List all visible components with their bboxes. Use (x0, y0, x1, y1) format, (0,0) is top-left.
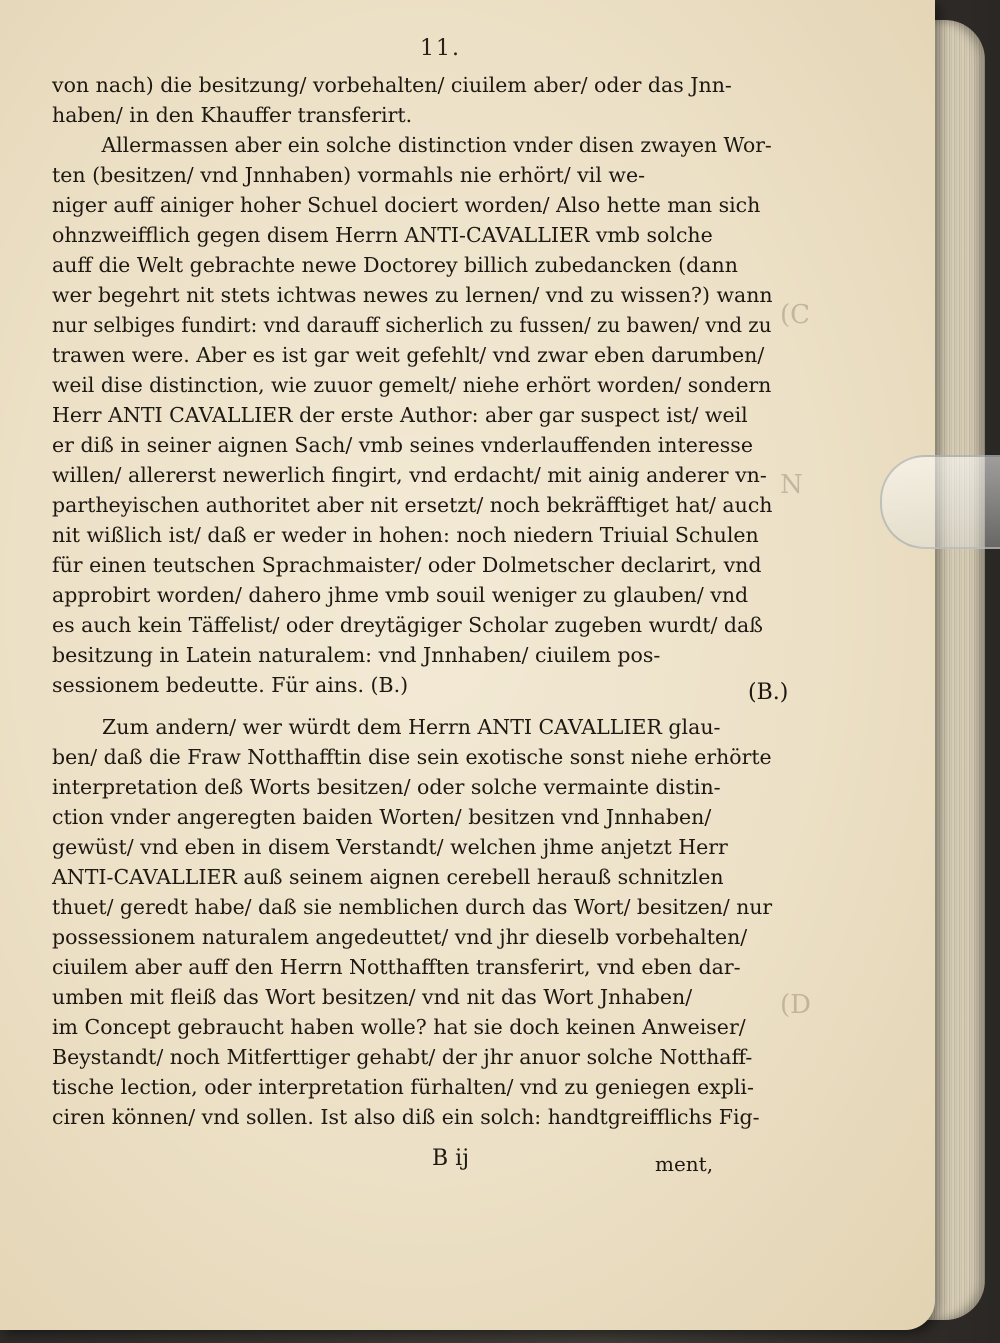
bleed-through-mark: N (780, 470, 803, 500)
text-line: Beystandt/ noch Mitferttiger gehabt/ der jhr anuor solche Notthaff- (52, 1045, 753, 1069)
text-line: ohnzweifflich gegen disem Herrn ANTI-CAVALLIER vmb solche (52, 223, 713, 247)
page-number: 11. (420, 36, 461, 61)
text-line: ction vnder angeregten baiden Worten/ besitzen vnd Jnnhaben/ (52, 805, 712, 829)
text-line: umben mit fleiß das Wort besitzen/ vnd nit das Wort Jnhaben/ (52, 985, 693, 1009)
bleed-through-mark: (D (780, 990, 811, 1020)
margin-note: (B.) (748, 680, 789, 705)
text-line: von nach) die besitzung/ vorbehalten/ ciuilem aber/ oder das Jnn- (52, 73, 732, 97)
text-line: ten (besitzen/ vnd Jnnhaben) vormahls nie erhört/ vil we- (52, 163, 645, 187)
text-line: haben/ in den Khauffer transferirt. (52, 103, 413, 127)
text-line: Allermassen aber ein solche distinction vnder disen zwayen Wor- (101, 133, 772, 157)
text-line: trawen were. Aber es ist gar weit gefehlt/ vnd zwar eben darumben/ (52, 343, 765, 367)
text-line: ciuilem aber auff den Herrn Notthafften transferirt, vnd eben dar- (52, 955, 741, 979)
text-line: interpretation deß Worts besitzen/ oder solche vermainte distin- (52, 775, 721, 799)
text-line: niger auff ainiger hoher Schuel dociert worden/ Also hette man sich (52, 193, 761, 217)
text-line: ben/ daß die Fraw Notthafftin dise sein exotische sonst niehe erhörte (52, 745, 772, 769)
text-line: besitzung in Latein naturalem: vnd Jnnhaben/ ciuilem pos- (52, 643, 661, 667)
page-marker-tab (880, 455, 1000, 549)
text-line: approbirt worden/ dahero jhme vmb souil weniger zu glauben/ vnd (52, 583, 749, 607)
text-line: nur selbiges fundirt: vnd darauff sicherlich zu fussen/ zu bawen/ vnd zu (52, 313, 772, 337)
signature-mark: B ij (432, 1146, 470, 1171)
text-line: nit wißlich ist/ daß er weder in hohen: noch niedern Triuial Schulen (52, 523, 759, 547)
catchword: ment, (655, 1152, 714, 1176)
text-line: sessionem bedeutte. Für ains. (B.) (52, 673, 409, 697)
text-line: ANTI-CAVALLIER auß seinem aignen cerebell herauß schnitzlen (52, 865, 724, 889)
text-line: weil dise distinction, wie zuuor gemelt/ niehe erhört worden/ sondern (52, 373, 772, 397)
text-line: im Concept gebraucht haben wolle? hat sie doch keinen Anweiser/ (52, 1015, 746, 1039)
text-line: Herr ANTI CAVALLIER der erste Author: aber gar suspect ist/ weil (52, 403, 748, 427)
text-line: partheyischen authoritet aber nit ersetzt/ noch bekräfftiget hat/ auch (52, 493, 773, 517)
text-line: er diß in seiner aignen Sach/ vmb seines vnderlauffenden interesse (52, 433, 753, 457)
text-line: für einen teutschen Sprachmaister/ oder Dolmetscher declarirt, vnd (52, 553, 762, 577)
text-line: possessionem naturalem angedeuttet/ vnd jhr dieselb vorbehalten/ (52, 925, 748, 949)
text-line: auff die Welt gebrachte newe Doctorey billich zubedancken (dann (52, 253, 738, 277)
text-line: wer begehrt nit stets ichtwas newes zu lernen/ vnd zu wissen?) wann (52, 283, 773, 307)
text-line: willen/ allererst newerlich fingirt, vnd erdacht/ mit ainig anderer vn- (52, 463, 767, 487)
text-line: ciren können/ vnd sollen. Ist also diß ein solch: handtgreifflichs Fig- (52, 1105, 760, 1129)
text-line: Zum andern/ wer würdt dem Herrn ANTI CAVALLIER glau- (102, 715, 721, 739)
text-line: es auch kein Täffelist/ oder dreytägiger Scholar zugeben wurdt/ daß (52, 613, 763, 637)
text-line: thuet/ geredt habe/ daß sie nemblichen durch das Wort/ besitzen/ nur (52, 895, 773, 919)
text-line: gewüst/ vnd eben in disem Verstandt/ welchen jhme anjetzt Herr (52, 835, 728, 859)
bleed-through-mark: (C (780, 300, 811, 330)
body-text (52, 70, 772, 1132)
text-line: tische lection, oder interpretation fürhalten/ vnd zu geniegen expli- (52, 1075, 754, 1099)
